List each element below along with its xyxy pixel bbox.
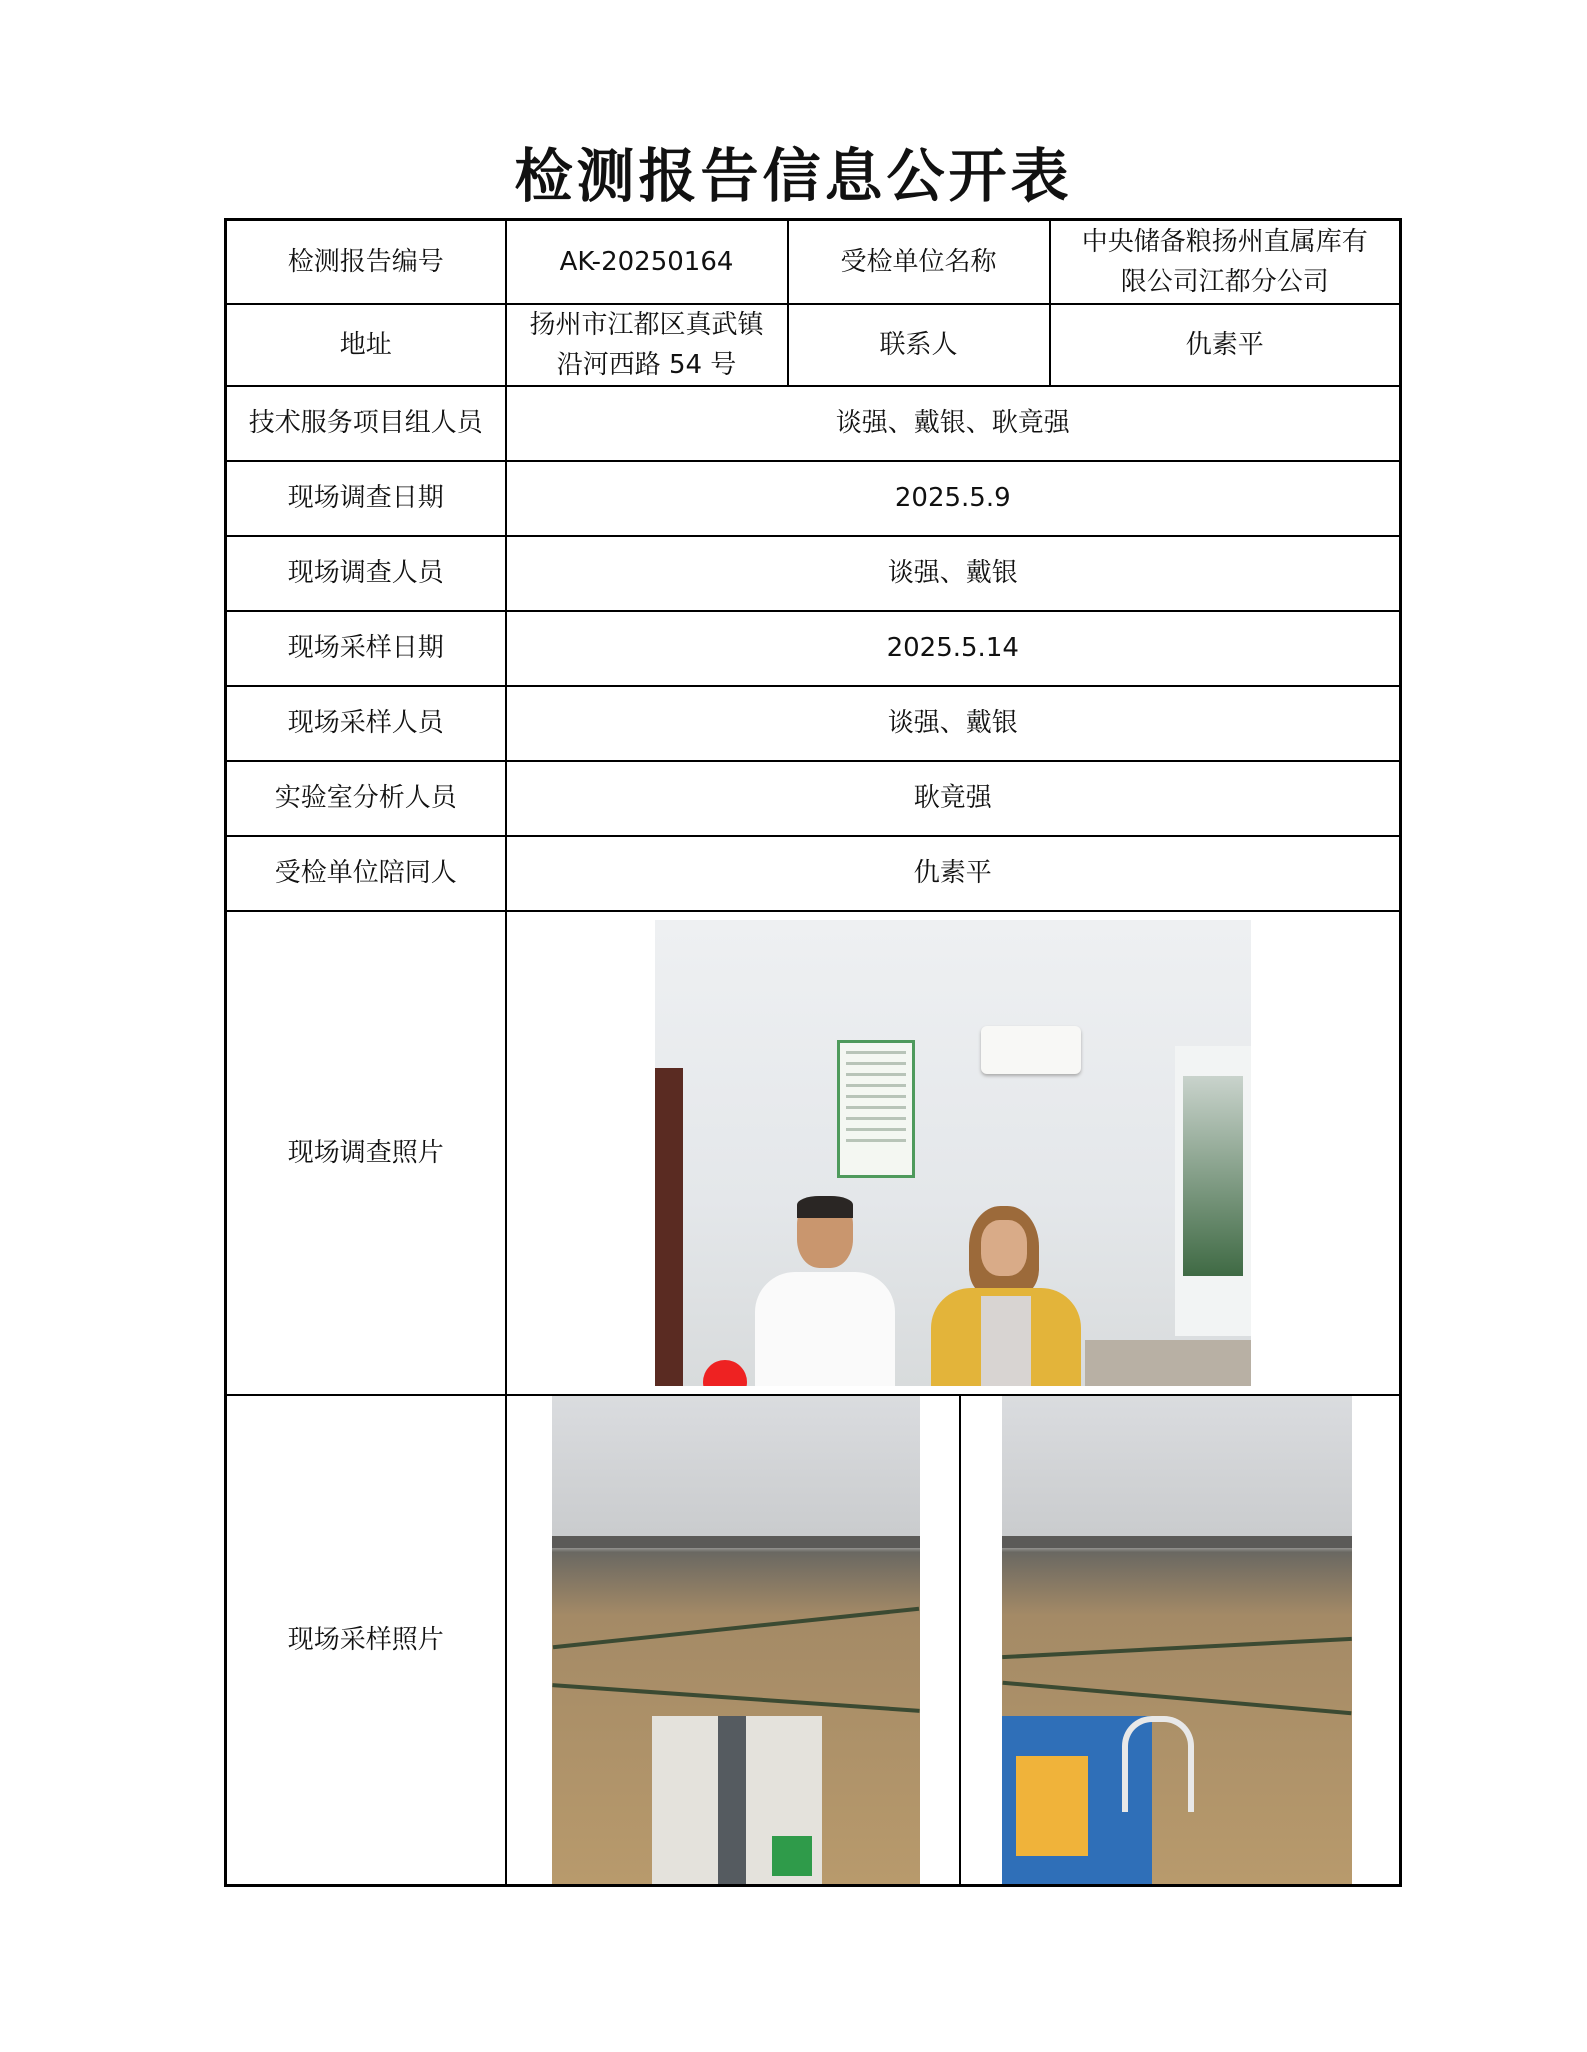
table-row bbox=[226, 461, 1401, 536]
survey-photo-label: 现场调查照片 bbox=[226, 911, 506, 1395]
person-left bbox=[755, 1196, 895, 1386]
contact-value: 仇素平 bbox=[1050, 304, 1401, 386]
sampling-photo-grid bbox=[513, 1396, 1394, 1884]
table-row bbox=[226, 220, 1401, 304]
sampling-staff-value: 谈强、戴银 bbox=[506, 686, 1401, 761]
desk bbox=[1085, 1340, 1251, 1386]
door-shape bbox=[655, 1068, 683, 1386]
unit-name-line2: 限公司江都分公司 bbox=[1120, 266, 1329, 297]
sampling-photo-1 bbox=[552, 1396, 920, 1884]
table-row bbox=[226, 911, 1401, 1395]
person-right bbox=[931, 1206, 1081, 1386]
unit-name-line1: 中央储备粮扬州直属库有 bbox=[1081, 226, 1368, 257]
red-ball bbox=[703, 1360, 747, 1386]
sampling-photo-left-cell bbox=[513, 1396, 960, 1884]
table-row bbox=[226, 386, 1401, 461]
table-row bbox=[226, 1395, 1401, 1886]
address-label: 地址 bbox=[226, 304, 506, 386]
unit-name-label: 受检单位名称 bbox=[788, 220, 1050, 304]
survey-date-value: 2025.5.9 bbox=[506, 461, 1401, 536]
table-row bbox=[226, 536, 1401, 611]
address-line2: 沿河西路 54 号 bbox=[556, 349, 737, 380]
table-row bbox=[226, 304, 1401, 386]
sampling-date-value: 2025.5.14 bbox=[506, 611, 1401, 686]
contact-label: 联系人 bbox=[788, 304, 1050, 386]
survey-staff-label: 现场调查人员 bbox=[226, 536, 506, 611]
wall-poster bbox=[837, 1040, 915, 1178]
address-value bbox=[506, 304, 788, 386]
sampling-instrument bbox=[1002, 1716, 1152, 1884]
escort-value: 仇素平 bbox=[506, 836, 1401, 911]
escort-label: 受检单位陪同人 bbox=[226, 836, 506, 911]
report-number-value: AK-20250164 bbox=[506, 220, 788, 304]
report-table bbox=[224, 218, 1402, 1887]
survey-date-label: 现场调查日期 bbox=[226, 461, 506, 536]
lab-staff-value: 耿竟强 bbox=[506, 761, 1401, 836]
report-number-label: 检测报告编号 bbox=[226, 220, 506, 304]
sampling-device bbox=[652, 1716, 822, 1884]
page-title: 检测报告信息公开表 bbox=[514, 142, 1073, 210]
sampling-photo-cell bbox=[506, 1395, 1401, 1886]
survey-staff-value: 谈强、戴银 bbox=[506, 536, 1401, 611]
sampling-staff-label: 现场采样人员 bbox=[226, 686, 506, 761]
survey-photo bbox=[655, 920, 1251, 1386]
lab-staff-label: 实验室分析人员 bbox=[226, 761, 506, 836]
survey-photo-cell bbox=[506, 911, 1401, 1395]
sampling-photo-2 bbox=[1002, 1396, 1352, 1884]
window bbox=[1175, 1046, 1251, 1336]
table-row bbox=[226, 836, 1401, 911]
air-conditioner bbox=[981, 1026, 1081, 1074]
unit-name-value bbox=[1050, 220, 1401, 304]
table-row bbox=[226, 686, 1401, 761]
sampling-photo-right-cell bbox=[960, 1396, 1394, 1884]
table-row bbox=[226, 611, 1401, 686]
sampling-date-label: 现场采样日期 bbox=[226, 611, 506, 686]
table-row bbox=[226, 761, 1401, 836]
team-label: 技术服务项目组人员 bbox=[226, 386, 506, 461]
team-value: 谈强、戴银、耿竟强 bbox=[506, 386, 1401, 461]
address-line1: 扬州市江都区真武镇 bbox=[529, 309, 764, 340]
sampling-photo-label: 现场采样照片 bbox=[226, 1395, 506, 1886]
